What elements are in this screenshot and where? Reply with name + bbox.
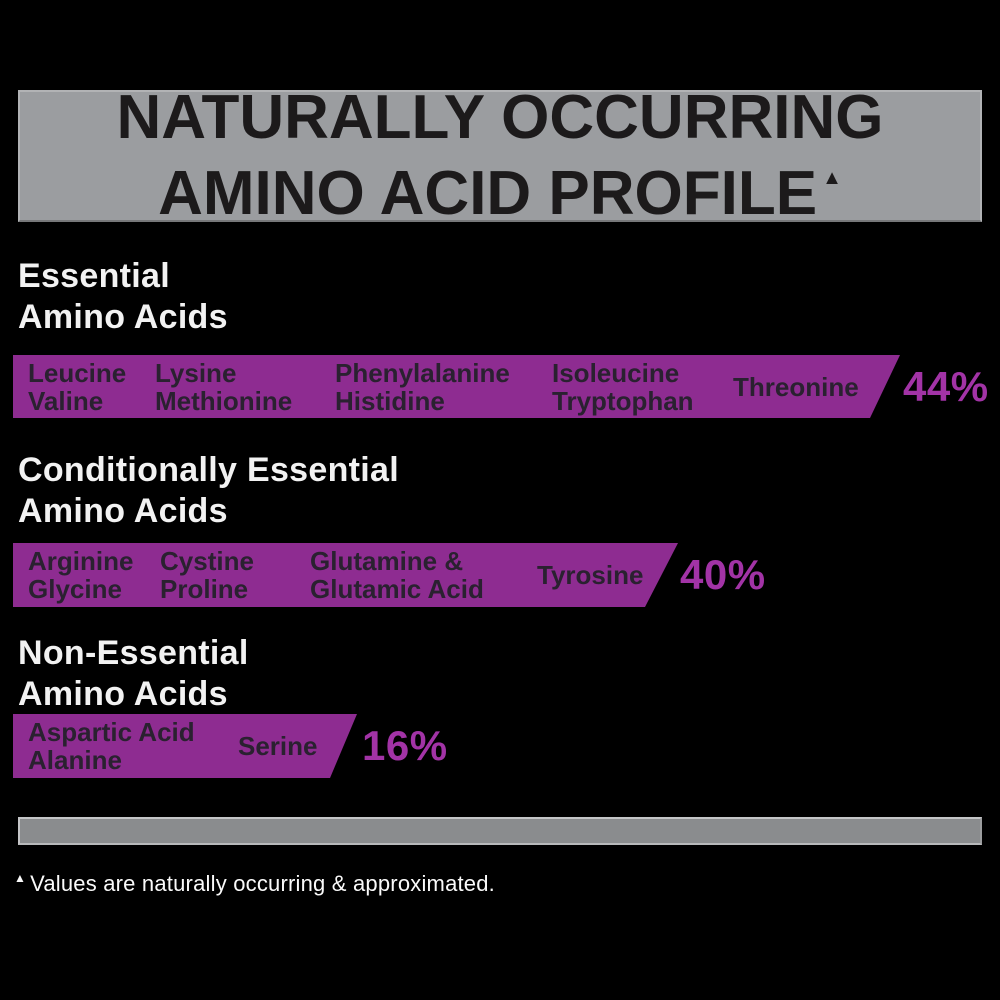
- bar-column-label: [160, 547, 254, 603]
- amino-name: Serine: [238, 731, 318, 761]
- bar-column-label: [552, 359, 694, 415]
- amino-name: Histidine: [335, 386, 445, 416]
- amino-name: Valine: [28, 386, 104, 416]
- bar-column-label: [335, 359, 510, 415]
- heading-line: Amino Acids: [18, 298, 228, 336]
- amino-name: Proline: [160, 574, 249, 604]
- divider-bar: [18, 817, 982, 845]
- amino-name: Glutamine &: [310, 546, 464, 576]
- heading-line: Essential: [18, 257, 170, 295]
- amino-name: Glycine: [28, 574, 122, 604]
- bar-column-label: [310, 547, 484, 603]
- amino-name: Arginine: [28, 546, 134, 576]
- bar-column-label: [155, 359, 292, 415]
- amino-name: Glutamic Acid: [310, 574, 484, 604]
- amino-name: Tryptophan: [552, 386, 694, 416]
- footnote-text: Values are naturally occurring & approximated.: [30, 871, 495, 896]
- heading-line: Amino Acids: [18, 492, 228, 530]
- header-title-line2: [158, 148, 842, 228]
- percent-value-essential: 44%: [903, 363, 989, 410]
- non-essential-amino-bar: [13, 714, 330, 778]
- amino-name: Aspartic Acid: [28, 717, 195, 747]
- section-heading-essential: [18, 256, 228, 338]
- section-heading-non-essential: [18, 633, 249, 715]
- amino-name: Leucine: [28, 358, 127, 388]
- amino-name: Cystine: [160, 546, 254, 576]
- percent-value-conditionally-essential: 40%: [680, 551, 766, 598]
- essential-amino-bar: [13, 355, 870, 418]
- footnote-marker-icon: ▲: [14, 871, 27, 885]
- amino-name: Phenylalanine: [335, 358, 510, 388]
- amino-name: Tyrosine: [537, 560, 644, 590]
- header-title-line1: NATURALLY OCCURRING: [116, 83, 884, 152]
- header-title-line2-text: AMINO ACID PROFILE: [158, 159, 818, 228]
- amino-name: Isoleucine: [552, 358, 680, 388]
- conditionally-essential-amino-bar: [13, 543, 645, 607]
- bar-column-label: [28, 547, 133, 603]
- amino-name: Lysine: [155, 358, 237, 388]
- header-box: [18, 83, 982, 228]
- heading-line: Conditionally Essential: [18, 451, 399, 489]
- amino-name: Threonine: [733, 371, 859, 402]
- bar-column-label: [733, 373, 859, 401]
- section-heading-conditionally-essential: [18, 450, 399, 532]
- amino-name: Methionine: [155, 386, 293, 416]
- bar-column-label: [28, 359, 126, 415]
- footnote-marker-icon: ▲: [822, 167, 842, 189]
- heading-line: Non-Essential: [18, 634, 249, 672]
- heading-line: Amino Acids: [18, 675, 228, 713]
- bar-column-label: [28, 718, 195, 774]
- bar-column-label: [238, 732, 318, 760]
- percent-value-non-essential: 16%: [362, 722, 448, 769]
- amino-name: Alanine: [28, 745, 122, 775]
- bar-column-label: [537, 561, 643, 589]
- footnote: [14, 863, 495, 899]
